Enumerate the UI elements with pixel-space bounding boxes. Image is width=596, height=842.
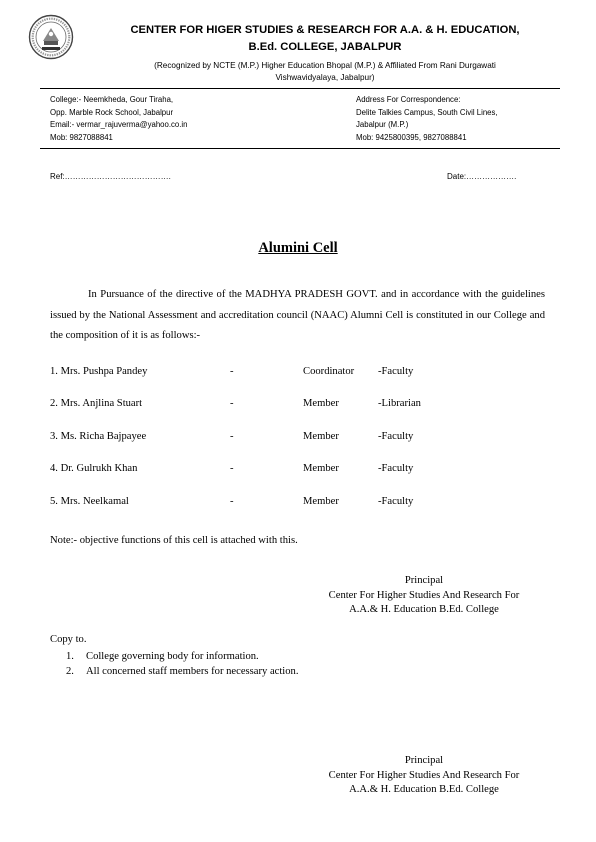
contact-left-line: Mob: 9827088841 [50,132,113,142]
copy-to-list [66,650,298,679]
copy-to-label: Copy to. [50,634,87,645]
contact-right [356,94,498,144]
member-role: Member [303,463,339,474]
member-dept: -Librarian [378,398,421,409]
member-dept: -Faculty [378,496,414,507]
member-dept: -Faculty [378,431,414,442]
contact-right-line: Address For Correspondence: [356,95,461,104]
member-dash: - [230,366,234,377]
recognition-line-2: Vishwavidyalaya, Jabalpur) [275,73,375,82]
signature-line: A.A.& H. Education B.Ed. College [349,784,499,796]
list-item-number: 2. [66,665,74,677]
header-rule-bottom [40,148,560,149]
institution-name: CENTER FOR HIGER STUDIES & RESEARCH FOR A.A. & H. EDUCATION, [130,24,520,36]
signature-title: Principal [404,575,444,586]
contact-left-line: Email:- vermar_rajuverma@yahoo.co.in [50,120,188,129]
list-item-number: 1. [66,651,74,662]
college-name: B.Ed. COLLEGE, JABALPUR [248,41,402,53]
member-name: 4. Dr. Gulrukh Khan [50,463,138,474]
page-title [0,240,596,257]
contact-left-line: Opp. Marble Rock School, Jabalpur [50,107,174,117]
contact-right-line: Delite Talkies Campus, South Civil Lines, [356,107,498,117]
header-rule-top [40,88,560,89]
member-name: 2. Mrs. Anjlina Stuart [50,398,143,409]
signature-block [274,754,574,798]
ref-field: Ref:…………………………………. [50,172,171,181]
college-seal-icon [28,14,74,60]
list-item-text: All concerned staff members for necessary action. [86,665,299,677]
page-title-text: Alumini Cell [258,240,338,256]
member-role: Member [303,431,339,442]
member-role: Member [303,398,339,409]
list-item-text: College governing body for information. [86,651,259,662]
member-name: 5. Mrs. Neelkamal [50,496,129,507]
member-role: Member [303,496,339,507]
member-dash: - [230,496,234,507]
member-dept: -Faculty [378,463,414,474]
contact-right-line: Jabalpur (M.P.) [356,120,409,129]
contact-left [50,94,187,144]
body-paragraph-text: In Pursuance of the directive of the MADHYA PRADESH GOVT. and in accordance with the guidelines issued by the National Assessment and accreditation council (NAAC) Alumni Cell is constituted in our College and the composition of it is as follows:- [50,289,545,341]
contact-left-line: College:- Neemkheda, Gour Tiraha, [50,95,174,104]
contact-right-line: Mob: 9425800395, 9827088841 [356,132,467,142]
recognition-line-1: (Recognized by NCTE (M.P.) Higher Education Bhopal (M.P.) & Affiliated From Rani Durgawati [154,61,496,70]
date-field: Date:………………. [447,172,517,181]
list-item [66,665,298,680]
note-text: Note:- objective functions of this cell is attached with this. [50,535,298,546]
body-paragraph [50,285,545,347]
member-dash: - [230,431,234,442]
member-dash: - [230,463,234,474]
member-dash: - [230,398,234,409]
list-item [66,650,298,665]
signature-line: A.A.& H. Education B.Ed. College [349,604,499,616]
signature-title: Principal [404,755,444,766]
signature-line: Center For Higher Studies And Research For [328,769,520,781]
member-name: 3. Ms. Richa Bajpayee [50,431,147,442]
recognition-text [80,60,570,84]
signature-block [274,574,574,618]
member-name: 1. Mrs. Pushpa Pandey [50,366,148,377]
member-role: Coordinator [303,366,355,377]
signature-line: Center For Higher Studies And Research For [328,589,520,601]
member-dept: -Faculty [378,366,414,377]
